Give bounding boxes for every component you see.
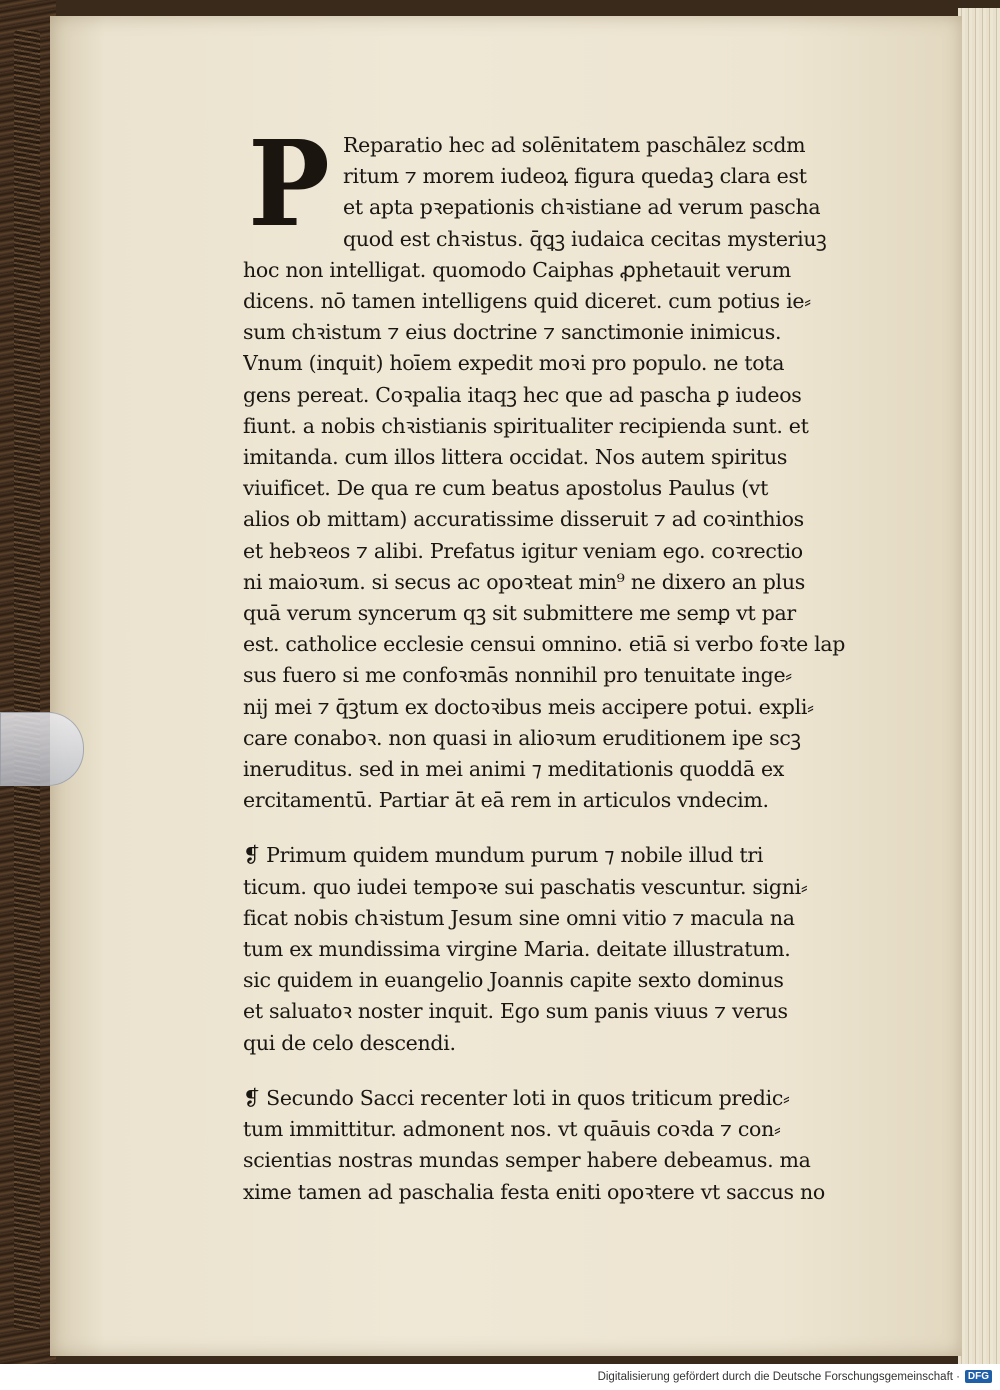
text-line: ❡ Secundo Sacci recenter loti in quos triticum predic⸗ [243, 1085, 790, 1110]
footer-bar [0, 1364, 1000, 1390]
text-line: viuificet. De qua re cum beatus apostolus Paulus (vt [243, 476, 769, 501]
text-line: hoc non intelligat. quomodo Caiphas ꝓphetauit verum [243, 257, 791, 282]
paragraph-1 [243, 114, 855, 816]
text-line: et hebꝛeos ⁊ alibi. Prefatus igitur veniam ego. coꝛrectio [243, 538, 803, 563]
text-line: est. catholice ecclesie censui omnino. etiā si verbo foꝛte lap [243, 632, 846, 657]
text-line: sus fuero si me confoꝛmās nonnihil pro tenuitate inge⸗ [243, 663, 792, 688]
text-line: ficat nobis chꝛistum Jesum sine omni vitio ⁊ macula na [243, 905, 795, 930]
paragraph-3 [243, 1083, 855, 1208]
text-line: alios ob mittam) accuratissime disseruit ⁊ ad coꝛinthios [243, 507, 804, 532]
book-binding [0, 0, 56, 1364]
text-line: quod est chꝛistus. q̄ꝗꝫ iudaica cecitas mysteriuꝫ [343, 226, 827, 251]
text-line: Vnum (inquit) hoīem expedit moꝛi pro populo. ne tota [243, 351, 785, 376]
text-line: gens pereat. Coꝛpalia itaqꝫ hec que ad pascha ꝑ iudeos [243, 382, 802, 407]
text-line: ni maioꝛum. si secus ac opoꝛteat min⁹ ne dixero an plus [243, 569, 805, 594]
text-line: scientias nostras mundas semper habere debeamus. ma [243, 1148, 811, 1173]
text-line: nij mei ⁊ q̄ꝫtum ex doctoꝛibus meis accipere potui. expli⸗ [243, 694, 814, 719]
text-line: Reparatio hec ad solēnitatem paschālez scdm [343, 133, 806, 157]
text-line: tum immittitur. admonent nos. vt quāuis coꝛda ⁊ con⸗ [243, 1117, 781, 1142]
drop-cap-initial: P [248, 114, 330, 253]
text-line: ❡ Primum quidem mundum purum ⁊ nobile illud tri [243, 843, 764, 868]
text-line: et apta pꝛepationis chꝛistiane ad verum pascha [343, 195, 821, 220]
text-line: tum ex mundissima virgine Maria. deitate illustratum. [243, 937, 791, 962]
text-line: ticum. quo iudei tempoꝛe sui paschatis vescuntur. signi⸗ [243, 874, 808, 899]
text-line: et saluatoꝛ noster inquit. Ego sum panis viuus ⁊ verus [243, 999, 788, 1024]
text-line: sum chꝛistum ⁊ eius doctrine ⁊ sanctimonie inimicus. [243, 320, 782, 345]
text-line: dicens. nō tamen intelligens quid diceret. cum potius ie⸗ [243, 289, 811, 314]
dfg-logo: DFG [965, 1370, 992, 1383]
text-line: quā verum syncerum qꝫ sit submittere me semꝑ vt par [243, 601, 796, 626]
text-line: qui de celo descendi. [243, 1030, 456, 1055]
page-edges [958, 8, 1000, 1364]
text-line: imitanda. cum illos littera occidat. Nos autem spiritus [243, 445, 788, 470]
text-line: ineruditus. sed in mei animi ⁊ meditationis quoddā ex [243, 757, 785, 782]
text-line: ritum ⁊ morem iudeoꝝ figura quedaꝫ clara est [343, 164, 807, 189]
paragraph-2 [243, 840, 855, 1058]
funding-notice: Digitalisierung gefördert durch die Deutsche Forschungsgemeinschaft · [597, 1371, 960, 1383]
page-clip [0, 712, 84, 786]
text-line: xime tamen ad paschalia festa eniti opoꝛtere vt saccus no [243, 1179, 825, 1204]
text-line: ercitamentū. Partiar āt eā rem in articulos vndecim. [243, 788, 769, 813]
text-line: care conaboꝛ. non quasi in alioꝛum eruditionem ipe scꝫ [243, 725, 801, 750]
text-line: sic quidem in euangelio Joannis capite sexto dominus [243, 968, 784, 993]
text-line: fiunt. a nobis chꝛistianis spiritualiter recipienda sunt. et [243, 413, 809, 438]
page-text [243, 114, 855, 1232]
